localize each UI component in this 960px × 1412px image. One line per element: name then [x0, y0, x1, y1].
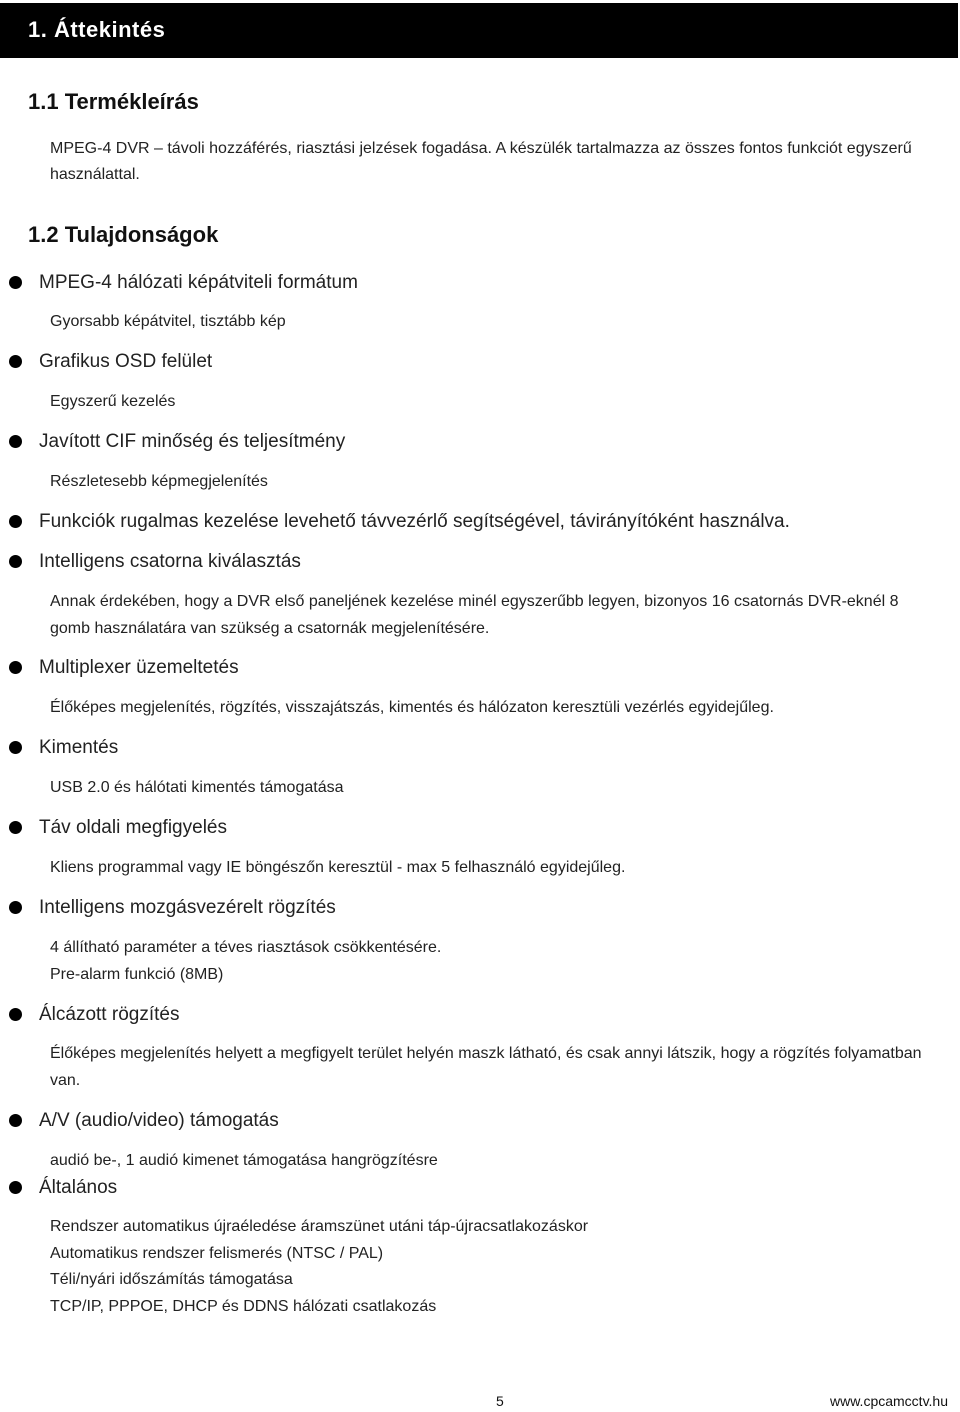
bullet-dot-icon [9, 901, 22, 914]
feature-description [50, 1041, 930, 1094]
feature-description-line: Rendszer automatikus újraéledése áramszünet utáni táp-újracsatlakozáskor [50, 1218, 589, 1235]
feature-title: Kimentés [39, 737, 119, 758]
page-number: 5 [496, 1393, 504, 1409]
feature-title: Multiplexer üzemeltetés [39, 657, 239, 678]
section-title: 1. Áttekintés [28, 17, 166, 42]
bullet-dot-icon [9, 1008, 22, 1021]
feature-description [50, 1214, 930, 1320]
feature-title: MPEG-4 hálózati képátviteli formátum [39, 272, 358, 293]
feature-description-line: Élőképes megjelenítés, rögzítés, visszajátszás, kimentés és hálózaton keresztüli vezérlés egyidejűleg. [50, 699, 774, 716]
feature-description-line: Pre-alarm funkció (8MB) [50, 965, 224, 983]
feature-description-line: Részletesebb képmegjelenítés [50, 473, 268, 490]
bullet-dot-icon [9, 435, 22, 448]
feature-description-line: USB 2.0 és hálótati kimentés támogatása [50, 779, 344, 796]
bullet-dot-icon [9, 1181, 22, 1194]
bullet-dot-icon [9, 515, 22, 528]
bullet-dot-icon [9, 821, 22, 834]
section-banner [0, 3, 958, 58]
feature-title: Grafikus OSD felület [39, 351, 213, 372]
feature-description [50, 695, 930, 722]
feature-description [50, 389, 930, 416]
feature-description [50, 469, 930, 496]
feature-description [50, 309, 930, 336]
feature-description [50, 855, 930, 882]
product-description-text: MPEG-4 DVR – távoli hozzáférés, riasztási jelzések fogadása. A készülék tartalmazza az összes fontos funkciót egyszerű használattal. [50, 140, 912, 183]
feature-title: Táv oldali megfigyelés [39, 817, 227, 838]
bullet-dot-icon [9, 355, 22, 368]
feature-description-line: Annak érdekében, hogy a DVR első paneljének kezelése minél egyszerűbb legyen, bizonyos 16 csatornás DVR-eknél 8 gomb használatára van szükség a csatornák megjelenítésére. [50, 593, 899, 637]
feature-title: Funkciók rugalmas kezelése levehető távvezérlő segítségével, távirányítóként használva. [39, 511, 790, 532]
feature-description-line: Téli/nyári időszámítás támogatása [50, 1271, 293, 1288]
feature-title: Általános [39, 1177, 118, 1198]
feature-description-line: Gyorsabb képátvitel, tisztább kép [50, 313, 286, 330]
feature-description-line: audió be-, 1 audió kimenet támogatása hangrögzítésre [50, 1152, 438, 1169]
bullet-dot-icon [9, 555, 22, 568]
feature-description-line: 4 állítható paraméter a téves riasztások csökkentésére. [50, 939, 442, 956]
feature-description [50, 775, 930, 802]
feature-description-line: Egyszerű kezelés [50, 393, 176, 410]
feature-title: A/V (audio/video) támogatás [39, 1110, 279, 1131]
feature-description [50, 589, 930, 642]
feature-title: Intelligens csatorna kiválasztás [39, 551, 301, 572]
website-url: www.cpcamcctv.hu [830, 1393, 948, 1409]
product-description-heading: 1.1 Termékleírás [28, 89, 199, 114]
bullet-dot-icon [9, 661, 22, 674]
feature-description-line: Kliens programmal vagy IE böngészőn keresztül - max 5 felhasználó egyidejűleg. [50, 859, 626, 876]
feature-title: Javított CIF minőség és teljesítmény [39, 431, 346, 452]
bullet-dot-icon [9, 276, 22, 289]
bullet-dot-icon [9, 741, 22, 754]
bullet-dot-icon [9, 1114, 22, 1127]
feature-description [50, 1148, 930, 1175]
feature-title: Intelligens mozgásvezérelt rögzítés [39, 897, 336, 918]
feature-description [50, 935, 930, 988]
features-heading: 1.2 Tulajdonságok [28, 222, 219, 247]
feature-title: Álcázott rögzítés [39, 1004, 180, 1025]
feature-description-line: TCP/IP, PPPOE, DHCP és DDNS hálózati csatlakozás [50, 1297, 437, 1315]
feature-description-line: Élőképes megjelenítés helyett a megfigyelt terület helyén maszk látható, és csak annyi látszik, hogy a rögzítés folyamatban van. [50, 1045, 922, 1089]
feature-description-line: Automatikus rendszer felismerés (NTSC / PAL) [50, 1244, 384, 1262]
